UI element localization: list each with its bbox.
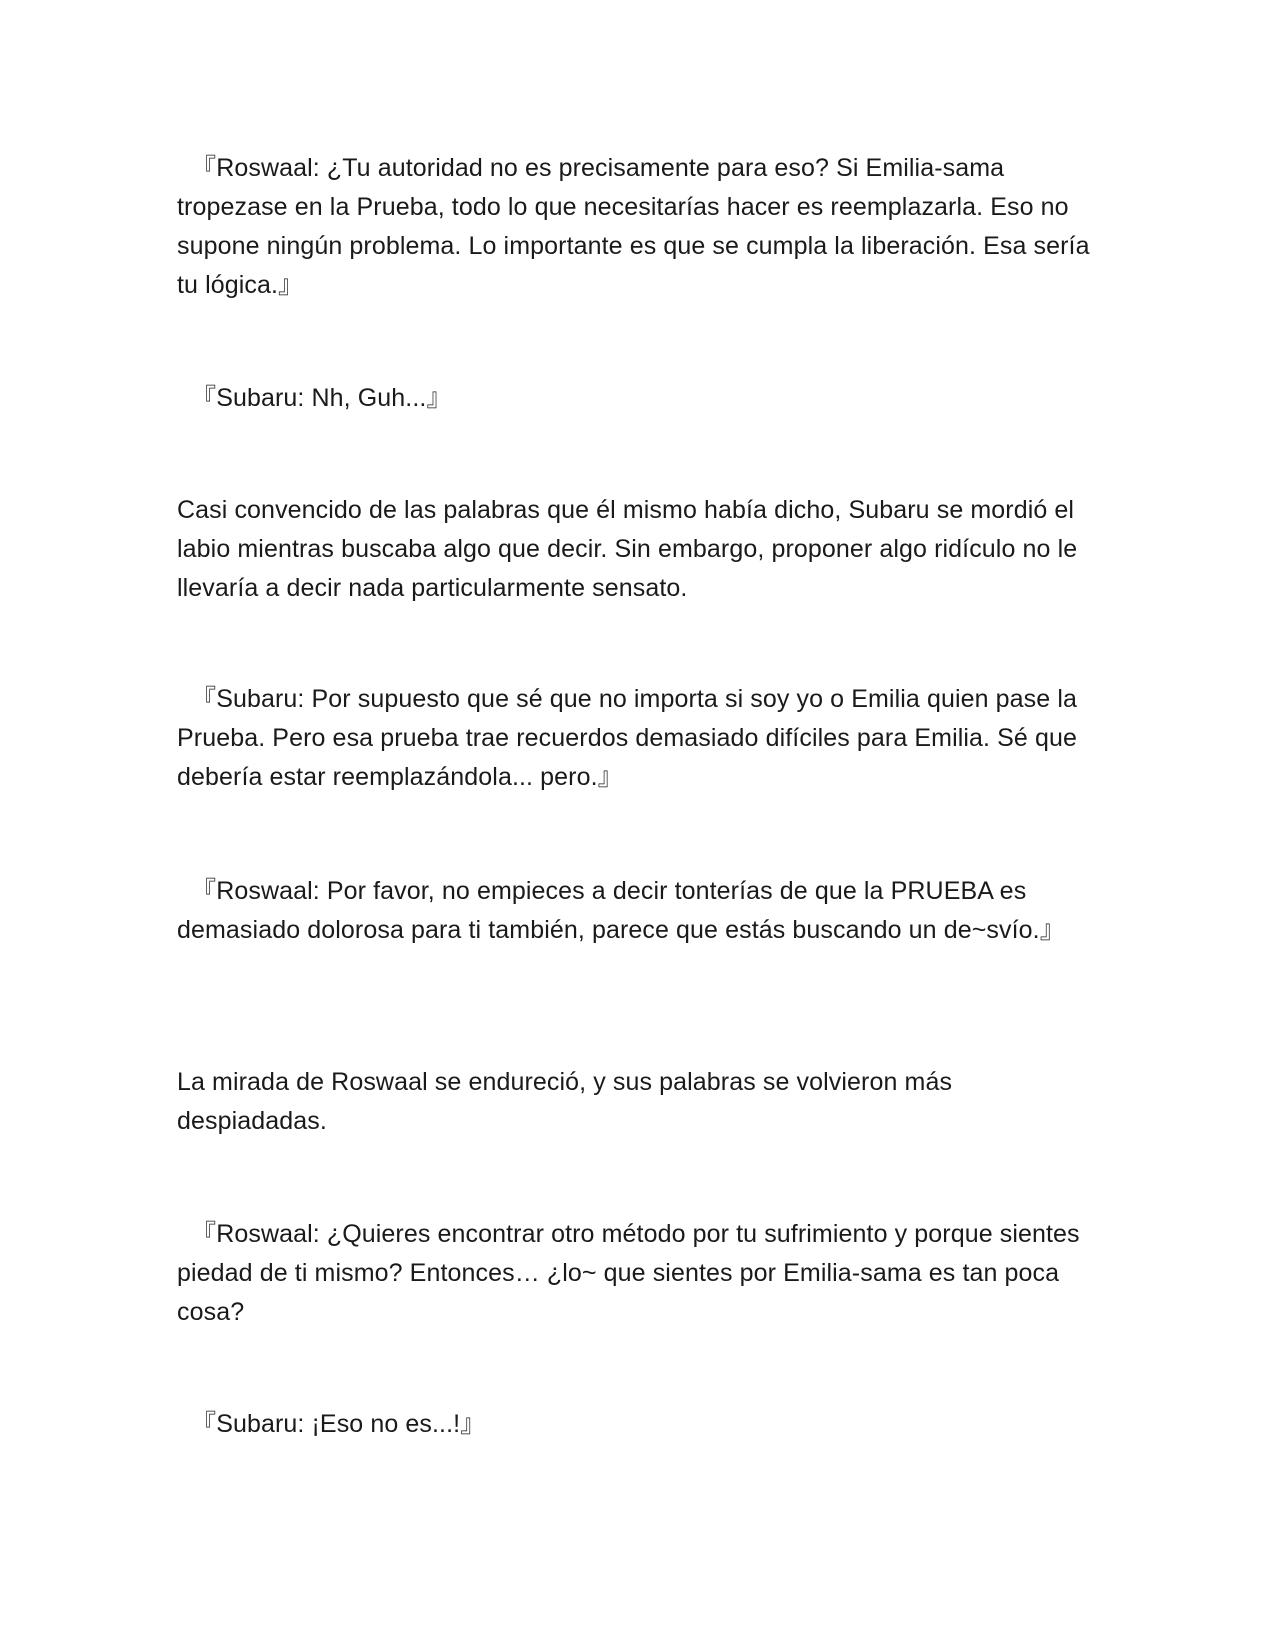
dialogue-roswaal-2: 『Roswaal: Por favor, no empieces a decir tonterías de que la PRUEBA es demasiado dolorosa para ti también, parece que estás buscando un de~svío.』 — [177, 877, 1065, 944]
dialogue-subaru-2: 『Subaru: Por supuesto que sé que no importa si soy yo o Emilia quien pase la Prueba. Pero esa prueba trae recuerdos demasiado difíciles para Emilia. Sé que debería estar reemplazándola... pero.』 — [177, 685, 1077, 791]
dialogue-roswaal-3: 『Roswaal: ¿Quieres encontrar otro método por tu sufrimiento y porque sientes piedad de ti mismo? Entonces… ¿lo~ que sientes por Emilia-sama es tan poca cosa? — [177, 1220, 1080, 1326]
dialogue-subaru-1: 『Subaru: Nh, Guh...』 — [177, 384, 452, 412]
dialogue-subaru-3: 『Subaru: ¡Eso no es...!』 — [177, 1410, 486, 1438]
narration-2: La mirada de Roswaal se endureció, y sus palabras se volvieron más despiadadas. — [177, 1068, 953, 1135]
narration-1: Casi convencido de las palabras que él mismo había dicho, Subaru se mordió el labio mientras buscaba algo que decir. Sin embargo, proponer algo ridículo no le llevaría a decir nada particularmente sensato. — [177, 496, 1078, 602]
dialogue-roswaal-1: 『Roswaal: ¿Tu autoridad no es precisamente para eso? Si Emilia-sama tropezase en la Prueba, todo lo que necesitarías hacer es reemplazarla. Eso no supone ningún problema. Lo importante es que se cumpla la liberación. Esa sería tu lógica.』 — [177, 154, 1090, 299]
